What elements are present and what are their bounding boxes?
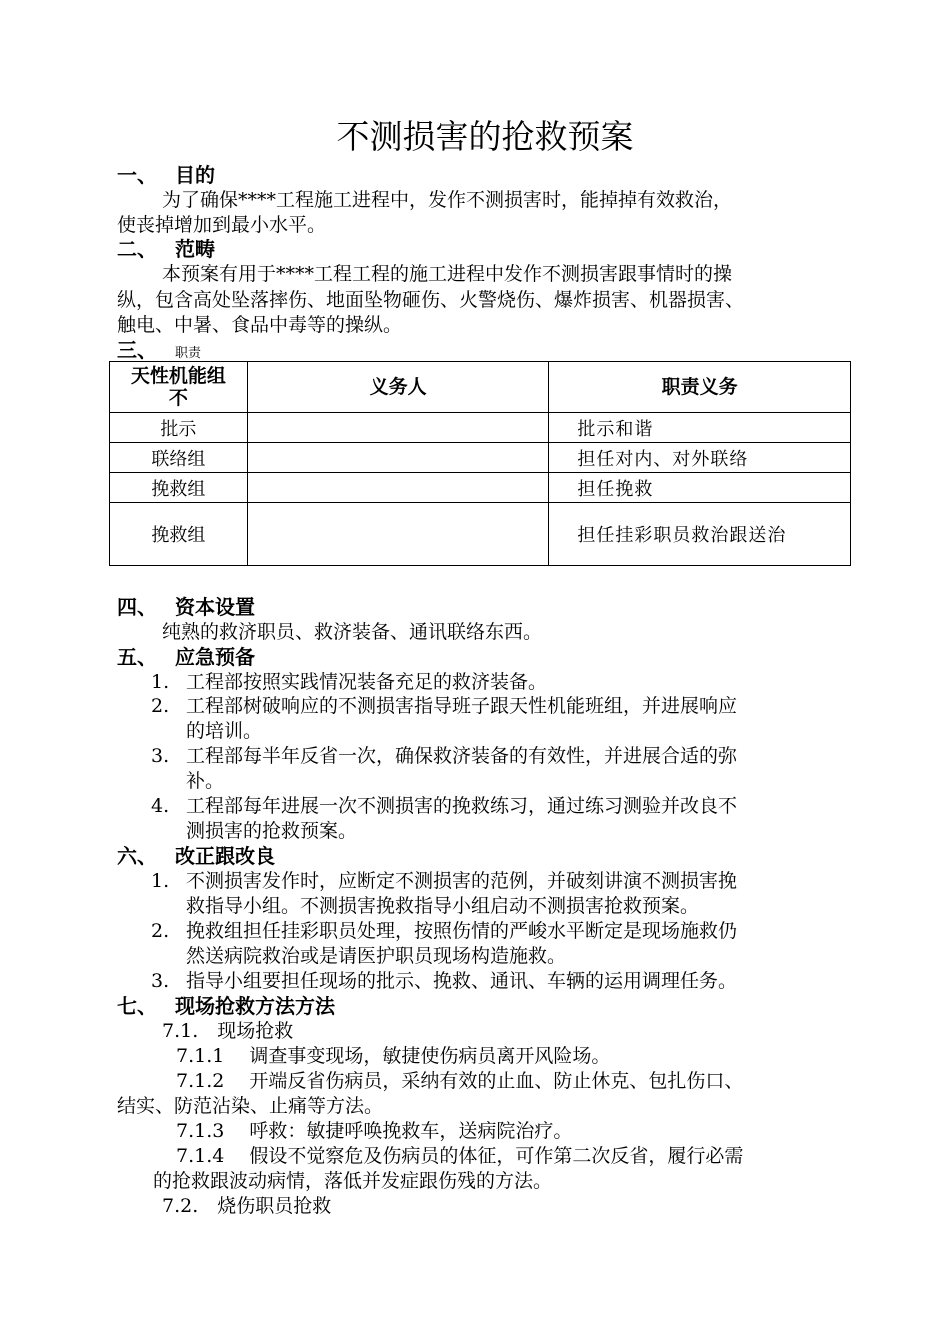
cell-group: 挽救组 <box>110 503 248 566</box>
cell-duty: 担任挂彩职员救治跟送治 <box>549 503 851 566</box>
paragraph-line: 7.1.4 假设不觉察危及伤病员的体征，可作第二次反省，履行必需 <box>176 1145 744 1167</box>
cell-person <box>247 443 549 473</box>
list-item-line: 指导小组要担任现场的批示、挽救、通讯、车辆的运用调理任务。 <box>186 970 738 992</box>
subsection-heading: 7.2. 烧伤职员抢救 <box>162 1195 332 1217</box>
section-title: 应急预备 <box>175 645 255 669</box>
document-title: 不测损害的抢救预案 <box>336 117 634 156</box>
table-row <box>110 503 851 566</box>
section-title: 目的 <box>175 163 215 187</box>
list-item-line: 的培训。 <box>186 720 263 742</box>
list-number: 3. <box>151 970 170 992</box>
section-heading-rescue <box>117 993 335 1019</box>
table-row <box>110 413 851 443</box>
list-item-line: 工程部树破响应的不测损害指导班子跟天性机能班组，并进展响应 <box>186 695 738 717</box>
list-item-line: 工程部每半年反省一次，确保救济装备的有效性，并进展合适的弥 <box>186 745 738 767</box>
cell-group: 批示 <box>110 413 248 443</box>
paragraph-line: 本预案有用于****工程工程的施工进程中发作不测损害跟事情时的操 <box>162 263 733 285</box>
section-title: 职责 <box>175 346 202 361</box>
duty-table <box>109 361 851 566</box>
cell-group: 挽救组 <box>110 473 248 503</box>
paragraph-line: 7.1.2 开端反省伤病员，采纳有效的止血、防止休克、包扎伤口、 <box>176 1070 744 1092</box>
cell-person <box>247 413 549 443</box>
section-number: 二、 <box>117 237 157 261</box>
section-title: 资本设置 <box>175 595 255 619</box>
paragraph-line: 结实、防范沾染、止痛等方法。 <box>117 1095 384 1117</box>
paragraph-line: 7.1.1 调查事变现场，敏捷使伤病员离开风险场。 <box>176 1045 611 1067</box>
section-title: 改正跟改良 <box>175 844 275 868</box>
cell-group: 联络组 <box>110 443 248 473</box>
list-item-line: 测损害的抢救预案。 <box>186 820 358 842</box>
section-number: 六、 <box>117 844 157 868</box>
list-number: 2. <box>151 695 170 717</box>
paragraph-line: 使丧掉增加到最小水平。 <box>117 214 327 236</box>
section-heading-resources <box>117 594 255 620</box>
list-number: 1. <box>151 671 170 693</box>
table-row <box>110 473 851 503</box>
paragraph-line: 触电、中暑、食品中毒等的操纵。 <box>117 314 403 336</box>
cell-duty: 担任对内、对外联络 <box>549 443 851 473</box>
list-item-line: 工程部每年进展一次不测损害的挽救练习，通过练习测验并改良不 <box>186 795 738 817</box>
cell-person <box>247 503 549 566</box>
list-number: 2. <box>151 920 170 942</box>
list-number: 4. <box>151 795 170 817</box>
section-title: 范畴 <box>175 237 215 261</box>
section-heading-scope <box>117 236 215 262</box>
paragraph-line: 为了确保****工程施工进程中，发作不测损害时，能掉掉有效救治， <box>162 189 733 211</box>
cell-duty: 担任挽救 <box>549 473 851 503</box>
list-item-line: 然送病院救治或是请医护职员现场构造施救。 <box>186 945 567 967</box>
list-number: 3. <box>151 745 170 767</box>
section-heading-purpose <box>117 162 215 188</box>
header-duty: 职责义务 <box>549 362 851 413</box>
cell-duty: 批示和谐 <box>549 413 851 443</box>
header-person: 义务人 <box>247 362 549 413</box>
section-number: 七、 <box>117 994 157 1018</box>
list-item-line: 挽救组担任挂彩职员处理，按照伤情的严峻水平断定是现场施救仍 <box>186 920 738 942</box>
paragraph-line: 7.1.3 呼救：敏捷呼唤挽救车，送病院治疗。 <box>176 1120 573 1142</box>
table-row <box>110 443 851 473</box>
paragraph-line: 纯熟的救济职员、救济装备、通讯联络东西。 <box>162 621 543 643</box>
cell-person <box>247 473 549 503</box>
list-item-line: 救指导小组。不测损害挽救指导小组启动不测损害抢救预案。 <box>186 895 700 917</box>
list-item-line: 补。 <box>186 770 225 792</box>
list-item-line: 工程部按照实践情况装备充足的救济装备。 <box>186 671 548 693</box>
section-title: 现场抢救方法方法 <box>175 994 335 1018</box>
list-number: 1. <box>151 870 170 892</box>
section-heading-improvement <box>117 843 275 869</box>
list-item-line: 不测损害发作时，应断定不测损害的范例，并破刻讲演不测损害挽 <box>186 870 738 892</box>
section-number: 五、 <box>117 645 157 669</box>
paragraph-line: 的抢救跟波动病情，落低并发症跟伤残的方法。 <box>153 1170 553 1192</box>
section-number: 四、 <box>117 595 157 619</box>
section-number: 一、 <box>117 163 157 187</box>
section-number: 三、 <box>117 338 157 362</box>
subsection-heading: 7.1. 现场抢救 <box>162 1020 294 1042</box>
table-header-row <box>110 362 851 413</box>
paragraph-line: 纵，包含高处坠落摔伤、地面坠物砸伤、火警烧伤、爆炸损害、机器损害、 <box>117 289 745 311</box>
section-heading-preparation <box>117 644 255 670</box>
header-group: 天性机能组不 <box>110 362 248 413</box>
